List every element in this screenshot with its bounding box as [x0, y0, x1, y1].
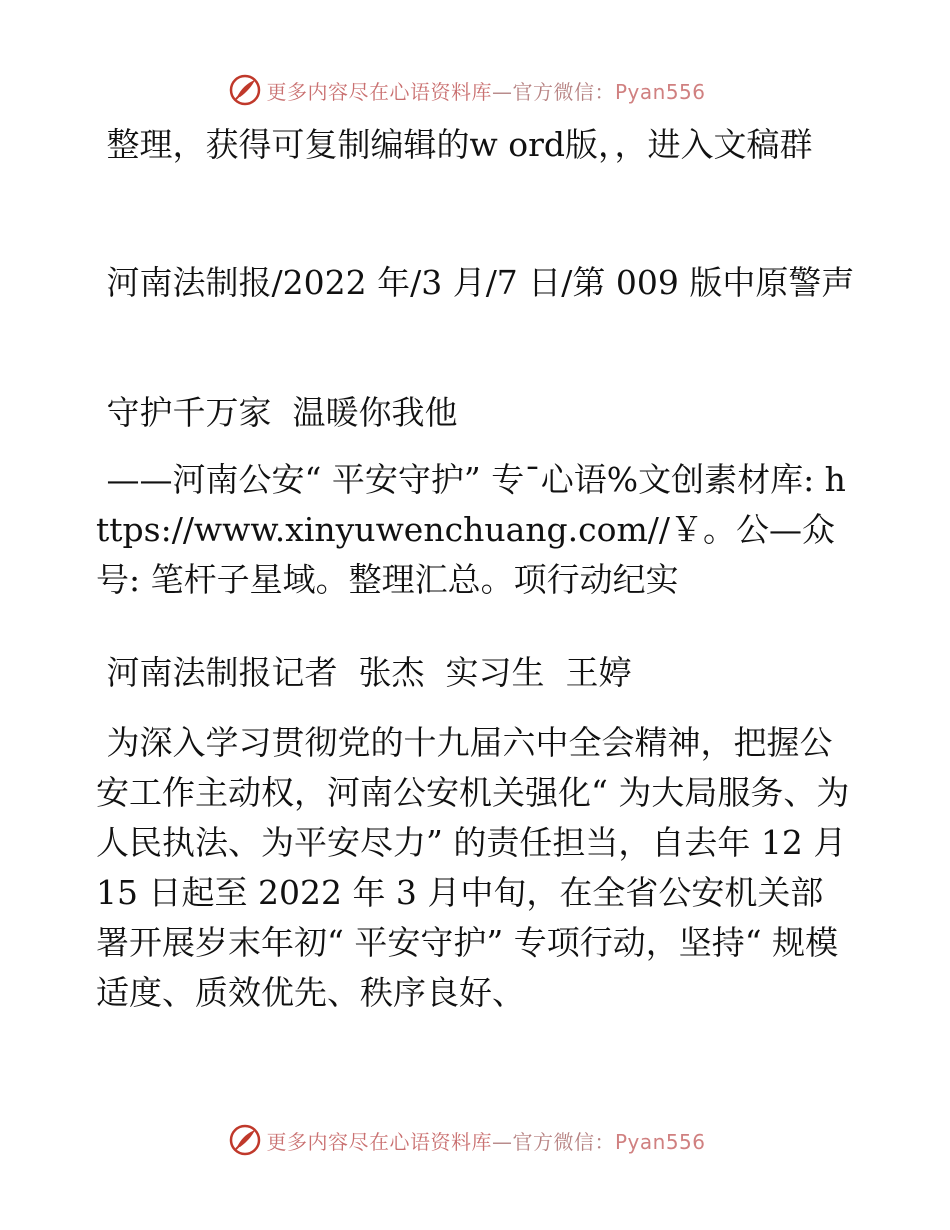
paragraph-intro: 整理，获得可复制编辑的w ord版，，进入文稿群: [96, 125, 813, 164]
watermark-label: 官方微信：: [512, 79, 615, 104]
watermark-site-text: 更多内容尽在心语资料库: [266, 79, 492, 104]
article-title: 守护千万家 温暖你我他: [96, 393, 458, 432]
watermark-wechat-id: Pyan556: [614, 79, 706, 104]
watermark-separator: —: [491, 1129, 513, 1154]
header-watermark: [0, 70, 950, 110]
article-subtitle: ——河南公安“ 平安守护” 专¯心语%文创素材库: https://www.xinyuwenchuang.com//￥。公—众号: 笔杆子星域。整理汇总。项行动纪实: [96, 460, 846, 599]
article-body-paragraph: 为深入学习贯彻党的十九届六中全会精神，把握公安工作主动权，河南公安机关强化“ 为大局服务、为人民执法、为平安尽力” 的责任担当，自去年 12 月 15 日起至 2022 年 3 月中旬，在全省公安机关部署开展岁末年初“ 平安守护” 专项行动，坚持“ 规模适度、质效优先、秩序良好、: [96, 723, 857, 1012]
footer-watermark-inner: [228, 1123, 705, 1157]
watermark-site-text: 更多内容尽在心语资料库: [266, 1129, 492, 1154]
watermark-label: 官方微信：: [512, 1129, 615, 1154]
quill-logo-icon: [228, 73, 262, 107]
watermark-wechat-id: Pyan556: [614, 1129, 706, 1154]
paragraph-source: 河南法制报/2022 年/3 月/7 日/第 009 版中原警声: [96, 263, 855, 302]
watermark-separator: —: [491, 79, 513, 104]
watermark-text: [266, 1126, 705, 1155]
watermark-text: [266, 76, 705, 105]
article-byline: 河南法制报记者 张杰 实习生 王婷: [96, 653, 632, 692]
footer-watermark: [0, 1120, 950, 1160]
quill-logo-icon: [228, 1123, 262, 1157]
header-watermark-inner: [228, 73, 705, 107]
